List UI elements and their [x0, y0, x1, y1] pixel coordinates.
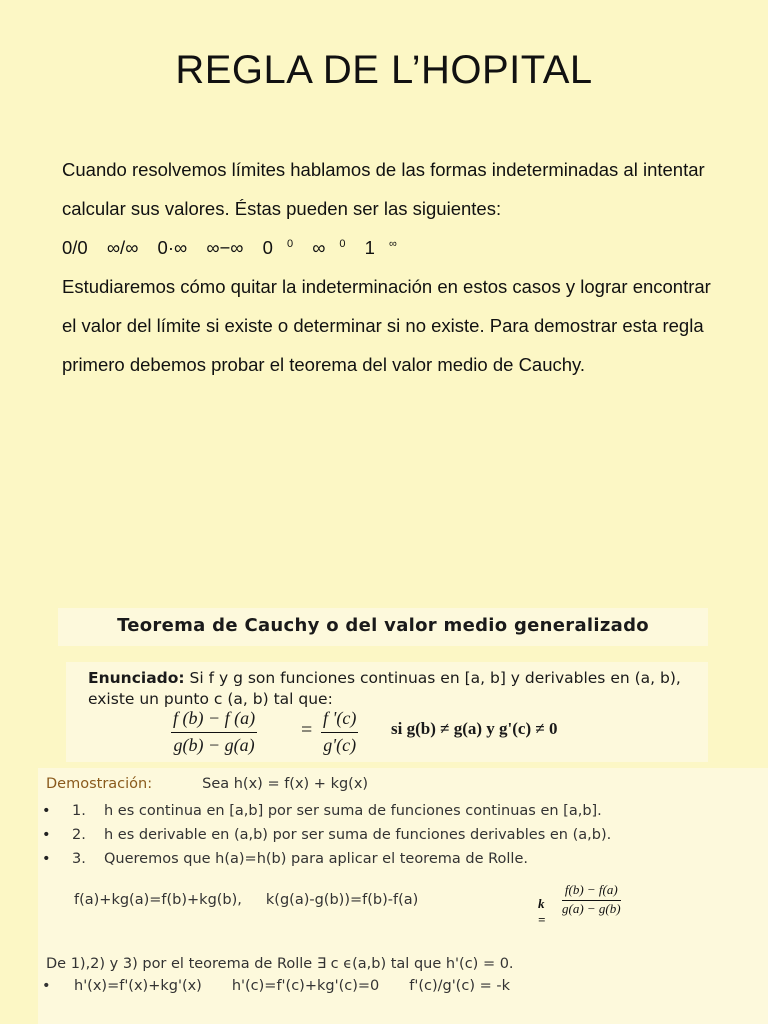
demostracion-box — [38, 768, 768, 1024]
list-item: • 2. h es derivable en (a,b) por ser suma de funciones derivables en (a,b). — [42, 827, 612, 843]
formula-rhs-denominator: g'(c) — [323, 735, 357, 755]
final-eq-1: h'(x)=f'(x)+kg'(x) — [74, 978, 202, 994]
indeterminate-forms — [62, 228, 722, 267]
form-0-pow-0: 0 $^0$ — [262, 237, 294, 258]
formula-lhs-numerator: f (b) − f (a) — [171, 708, 257, 733]
list-item: • 3. Queremos que h(a)=h(b) para aplicar el teorema de Rolle. — [42, 851, 528, 867]
demo-equations — [74, 892, 418, 908]
form-0-inf: 0·∞ — [157, 237, 188, 258]
form-0-0: 0/0 — [62, 237, 88, 258]
form-inf-minus-inf: ∞−∞ — [206, 237, 244, 258]
intro-paragraph-2: Estudiaremos cómo quitar la indeterminación en estos casos y lograr encontrar el valor del límite si existe o determinar si no existe. Para demostrar esta regla primero debemos probar el teorema del valor medio de Cauchy. — [62, 276, 711, 375]
demostracion-label: Demostración: — [46, 776, 153, 792]
final-eq-2: h'(c)=f'(c)+kg'(c)=0 — [231, 978, 380, 994]
demostracion-header — [46, 776, 368, 792]
form-inf-inf: ∞/∞ — [106, 237, 139, 258]
list-item: • 1. h es continua en [a,b] por ser suma de funciones continuas en [a,b]. — [42, 803, 602, 819]
final-eq-3: f'(c)/g'(c) = -k — [409, 978, 510, 994]
conclusion-text: De 1),2) y 3) por el teorema de Rolle ∃ c ϵ(a,b) tal que h'(c) = 0. — [46, 956, 514, 972]
k-denominator: g(a) − g(b) — [562, 901, 621, 916]
formula-lhs-denominator: g(b) − g(a) — [173, 735, 255, 755]
formula-condition: si g(b) ≠ g(a) y g'(c) ≠ 0 — [391, 719, 558, 738]
page-title: REGLA DE L’HOPITAL — [175, 48, 593, 92]
form-inf-pow-0: ∞ $^0$ — [312, 237, 346, 258]
theorem-heading: Teorema de Cauchy o del valor medio generalizado — [58, 608, 708, 646]
enunciado-text: Enunciado: Si f y g son funciones continuas en [a, b] y derivables en (a, b), existe un punto c (a, b) tal que: — [88, 669, 681, 708]
enunciado-box — [66, 662, 708, 762]
demo-bullet-list — [42, 799, 762, 871]
formula-rhs-numerator: f '(c) — [321, 708, 358, 733]
sea-definition: Sea h(x) = f(x) + kg(x) — [202, 776, 369, 792]
formula-lhs-fraction — [171, 708, 257, 756]
final-bullet: • h'(x)=f'(x)+kg'(x) h'(c)=f'(c)+kg'(c)=0 f'(c)/g'(c) = -k — [42, 978, 510, 994]
enunciado-label: Enunciado: — [88, 669, 185, 687]
equation-1: f(a)+kg(a)=f(b)+kg(b), — [74, 892, 242, 908]
k-numerator: f(b) − f(a) — [562, 882, 621, 901]
intro-paragraph-1: Cuando resolvemos límites hablamos de las formas indeterminadas al intentar calcular sus valores. Éstas pueden ser las siguientes: — [62, 159, 705, 219]
cauchy-formula — [171, 708, 691, 760]
k-fraction — [562, 882, 621, 917]
form-1-pow-inf: 1 ∞ — [364, 237, 397, 258]
formula-rhs-fraction — [321, 708, 358, 756]
k-label: k = — [538, 896, 546, 927]
equation-2: k(g(a)-g(b))=f(b)-f(a) — [265, 892, 419, 908]
formula-equals: = — [301, 719, 313, 741]
intro-section — [62, 150, 722, 384]
